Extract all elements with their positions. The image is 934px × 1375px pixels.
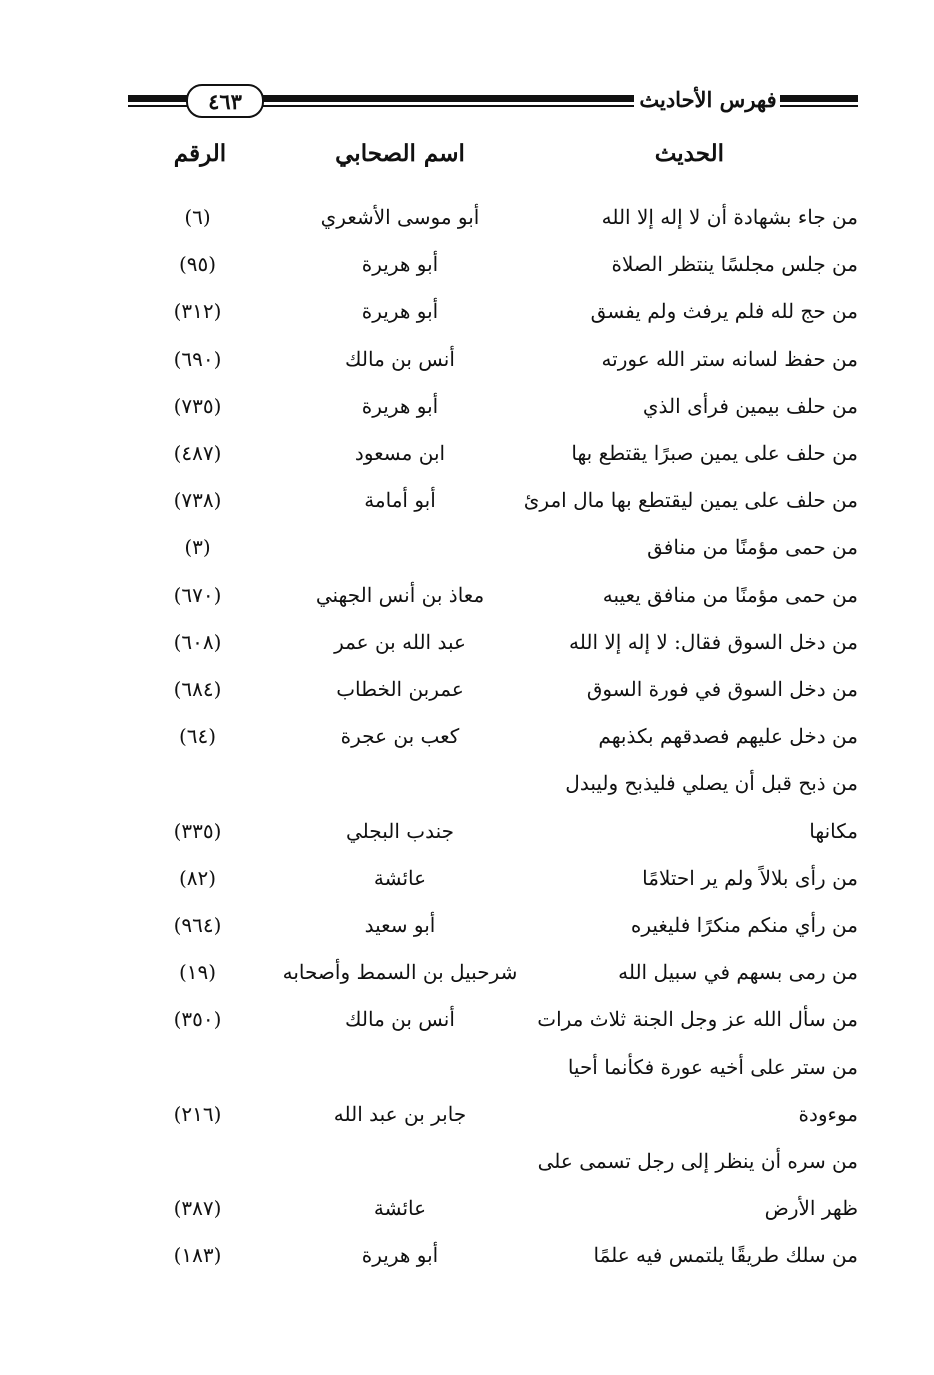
hadith-text: من رأى بلالاً ولم ير احتلامًا: [642, 865, 858, 890]
hadith-number: (٦٩٠): [173, 346, 222, 371]
table-row: [0, 1044, 934, 1091]
hadith-number: (٣١٢): [173, 299, 222, 324]
hadith-number: (٤٨٧): [173, 441, 222, 465]
table-row: [0, 760, 934, 807]
table-row: [0, 1185, 934, 1232]
table-row: [0, 524, 934, 571]
table-row: [0, 666, 934, 713]
hadith-text: من حلف على يمين ليقتطع بها مال امرئ: [523, 488, 858, 513]
hadith-text: من رمى بسهم في سبيل الله: [618, 960, 858, 985]
table-row: [0, 288, 934, 335]
column-header-hadith: الحديث: [654, 140, 724, 167]
hadith-number: (١٨٣): [173, 1243, 222, 1268]
hadith-text: من حمى مؤمنًا من منافق: [647, 535, 858, 560]
hadith-number: (١٩): [178, 960, 217, 985]
hadith-number: (٦٧٠): [173, 582, 222, 607]
hadith-text: من ذبح قبل أن يصلي فليذبح وليبدل: [565, 771, 858, 796]
hadith-number: (٣٣٥): [173, 818, 222, 843]
hadith-number: (٦٤): [178, 724, 217, 749]
hadith-number: (٩٥): [178, 252, 217, 277]
table-row: [0, 1091, 934, 1138]
table-row: [0, 949, 934, 996]
hadith-text: من حج لله فلم يرفث ولم يفسق: [590, 299, 858, 324]
hadith-number: (٦٠٨): [173, 629, 222, 654]
companion-name: أبو هريرة: [361, 299, 439, 324]
hadith-number: (٣٥٠): [173, 1007, 222, 1032]
companion-name: أنس بن مالك: [345, 1007, 455, 1032]
hadith-text: ظهر الأرض: [764, 1196, 858, 1221]
companion-name: أنس بن مالك: [345, 346, 455, 371]
hadith-number: (٧٣٨): [173, 488, 222, 513]
table-row: [0, 572, 934, 619]
hadith-text: من دخل السوق فقال: لا إله إلا الله: [569, 629, 858, 654]
hadith-text: موءودة: [798, 1101, 858, 1126]
hadith-text: من حفظ لسانه ستر الله عورته: [601, 346, 858, 371]
table-row: [0, 241, 934, 288]
hadith-text: مكانها: [809, 818, 858, 843]
companion-name: ابن مسعود: [354, 441, 446, 465]
hadith-text: من جاء بشهادة أن لا إله إلا الله: [601, 205, 858, 229]
hadith-number: (٨٢): [178, 865, 217, 890]
companion-name: أبو هريرة: [361, 252, 439, 277]
hadith-text: من سره أن ينظر إلى رجل تسمى على: [537, 1149, 858, 1173]
table-row: [0, 430, 934, 477]
column-header-number: الرقم: [173, 140, 227, 167]
hadith-number: (٧٣٥): [173, 393, 222, 418]
hadith-text: من جلس مجلسًا ينتظر الصلاة: [611, 252, 858, 277]
hadith-number: (٦): [184, 205, 211, 229]
hadith-text: من سلك طريقًا يلتمس فيه علمًا: [593, 1243, 858, 1268]
table-row: [0, 996, 934, 1043]
companion-name: كعب بن عجرة: [340, 724, 460, 749]
companion-name: أبو موسى الأشعري: [320, 205, 480, 229]
companion-name: أبو سعيد: [364, 913, 436, 937]
hadith-number: (٩٦٤): [173, 913, 222, 937]
companion-name: أبو هريرة: [361, 1243, 439, 1268]
companion-name: أبو هريرة: [361, 393, 439, 418]
companion-name: معاذ بن أنس الجهني: [315, 582, 485, 607]
table-row: [0, 1138, 934, 1185]
companion-name: جابر بن عبد الله: [333, 1101, 467, 1126]
table-row: [0, 1232, 934, 1279]
table-row: [0, 902, 934, 949]
hadith-text: من دخل عليهم فصدقهم بكذبهم: [598, 724, 858, 749]
companion-name: عمربن الخطاب: [336, 677, 464, 701]
hadith-number: (٢١٦): [173, 1101, 222, 1126]
hadith-number: (٣٨٧): [173, 1196, 222, 1221]
companion-name: عائشة: [373, 865, 427, 890]
companion-name: شرحبيل بن السمط وأصحابه: [282, 960, 518, 985]
hadith-text: من رأي منكم منكرًا فليغيره: [630, 913, 858, 937]
companion-name: أبو أمامة: [364, 488, 436, 513]
table-row: [0, 619, 934, 666]
running-title: فهرس الأحاديث: [639, 86, 777, 112]
table-row: [0, 855, 934, 902]
table-row: [0, 477, 934, 524]
table-row: [0, 336, 934, 383]
table-row: [0, 713, 934, 760]
page-number: ٤٦٣: [186, 84, 264, 118]
column-header-companion: اسم الصحابي: [335, 140, 465, 167]
table-row: [0, 383, 934, 430]
hadith-text: من سأل الله عز وجل الجنة ثلاث مرات: [537, 1007, 858, 1032]
hadith-text: من ستر على أخيه عورة فكأنما أحيا: [567, 1054, 858, 1079]
hadith-text: من حلف بيمين فرأى الذي: [642, 393, 858, 418]
hadith-number: (٦٨٤): [173, 677, 222, 701]
companion-name: جندب البجلي: [346, 818, 454, 843]
table-row: [0, 194, 934, 241]
table-row: [0, 808, 934, 855]
companion-name: عبد الله بن عمر: [334, 629, 466, 654]
hadith-text: من دخل السوق في فورة السوق: [586, 677, 858, 701]
hadith-number: (٣): [184, 535, 211, 560]
hadith-text: من حمى مؤمنًا من منافق يعيبه: [602, 582, 858, 607]
hadith-text: من حلف على يمين صبرًا يقتطع بها: [571, 441, 858, 465]
companion-name: عائشة: [373, 1196, 427, 1221]
